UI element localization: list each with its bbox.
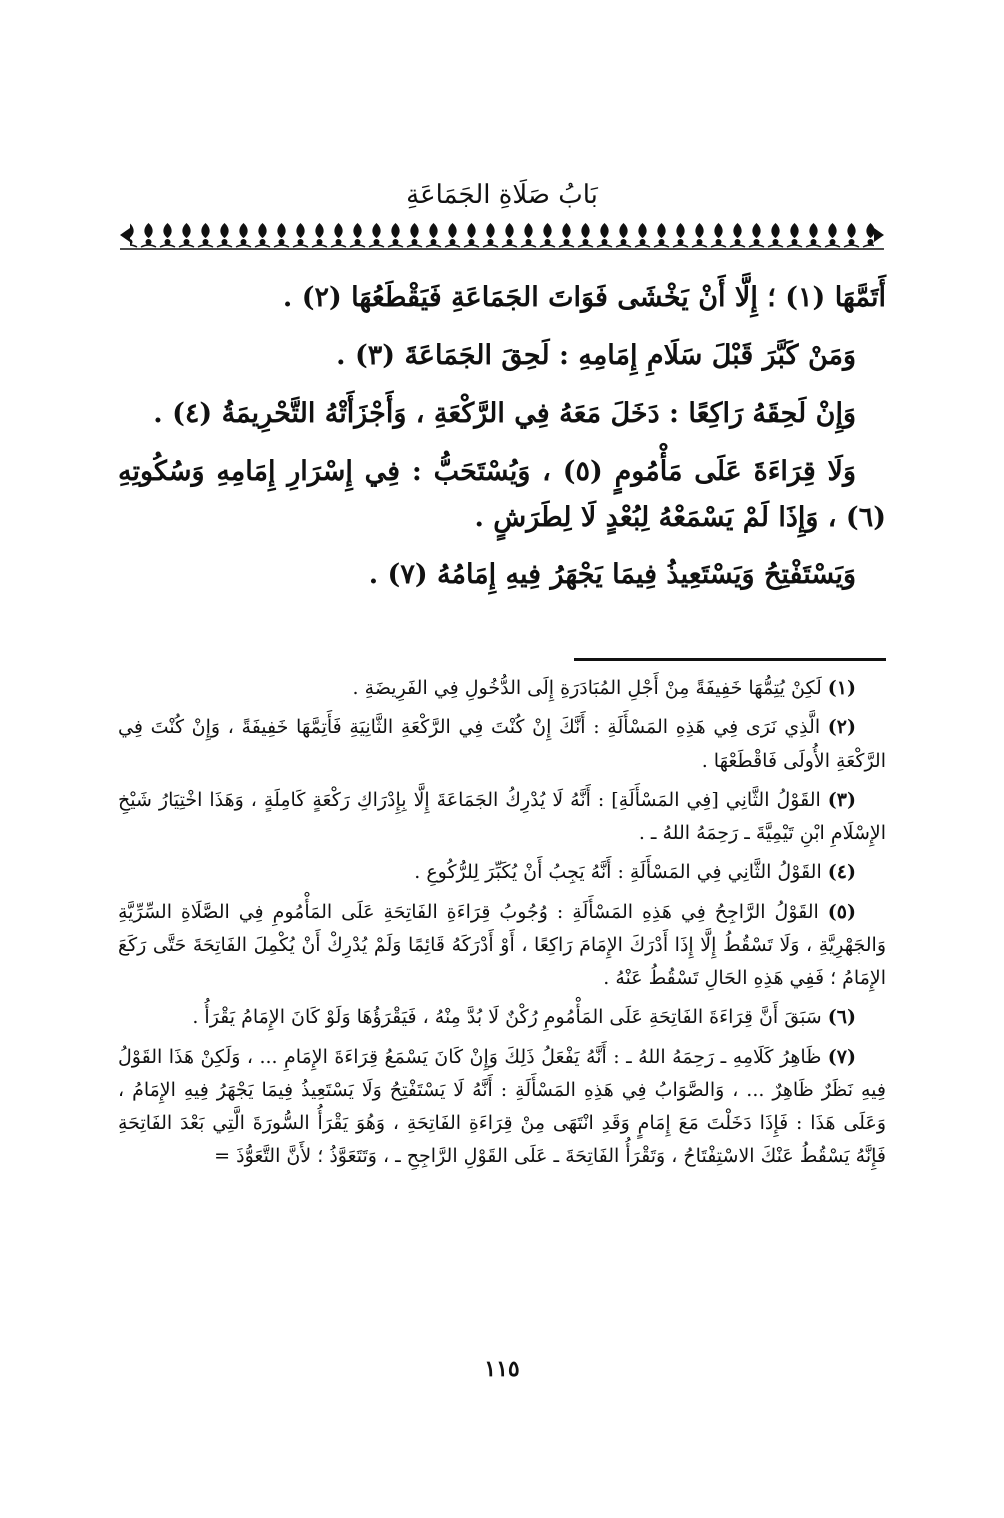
footnote-number: (٣) [827,788,857,811]
footnote-separator [574,658,886,661]
footnote [118,672,886,705]
page-number: ١١٥ [484,1356,520,1382]
footnote-text: القَوْلُ الثَّانِي [فِي المَسْأَلَةِ] : أَنَّهُ لَا يُدْرِكُ الجَمَاعَةَ إِلَّا بِإِدْرَاكِ رَكْعَةٍ كَامِلَةٍ ، وَهَذَا اخْتِيَارُ شَيْخِ الإِسْلَامِ ابْنِ تَيْمِيَّةَ ـ رَحِمَهُ اللهُ ـ . [118,788,886,844]
footnote-text: الَّذِي نَرَى فِي هَذِهِ المَسْأَلَةِ : أَنَّكَ إِنْ كُنْتَ فِي الرَّكْعَةِ الثَّانِيَةِ فَأَتِمَّهَا خَفِيفَةً ، وَإِنْ كُنْتَ فِي الرَّكْعَةِ الأُولَى فَاقْطَعْهَا . [118,716,886,772]
footnote-text: القَوْلُ الثَّانِي فِي المَسْأَلَةِ : أَنَّهُ يَجِبُ أَنْ يُكَبِّرَ لِلرُّكُوعِ . [414,861,822,884]
chapter-title: بَابُ صَلَاةِ الجَمَاعَةِ [406,180,598,210]
footnote [118,896,886,996]
footnote [118,856,886,889]
footnote-number: (١) [827,677,856,699]
footnote-text: سَبَقَ أَنَّ قِرَاءَةَ الفَاتِحَةِ عَلَى المَأْمُومِ رُكْنٌ لَا بُدَّ مِنْهُ ، فَيَقْرَؤُهَا وَلَوْ كَانَ الإِمَامُ يَقْرَأُ . [192,1006,822,1029]
ornamental-border [120,220,884,250]
footnote-number: (٥) [827,900,856,923]
main-paragraph: وَمَنْ كَبَّرَ قَبْلَ سَلَامِ إِمَامِهِ : لَحِقَ الجَمَاعَةَ (٣) . [336,339,856,371]
footnote [118,1001,886,1034]
main-text [118,275,886,610]
footnote [118,711,886,778]
footnote-text: القَوْلُ الرَّاجِحُ فِي هَذِهِ المَسْأَلَةِ : وُجُوبُ قِرَاءَةِ الفَاتِحَةِ عَلَى المَأْمُومِ فِي الصَّلَاةِ السِّرِّيَّةِ وَالجَهْرِيَّةِ ، وَلَا تَسْقُطُ إِلَّا إِذَا أَدْرَكَ الإِمَامَ رَاكِعًا ، أَوْ أَدْرَكَهُ قَائِمًا وَلَمْ يُدْرِكْ أَنْ يُكْمِلَ الفَاتِحَةَ حَتَّى رَكَعَ الإِمَامُ ؛ فَفِي هَذِهِ الحَالِ تَسْقُطُ عَنْهُ . [118,900,886,989]
footnote-number: (٤) [827,861,856,884]
main-paragraph: وَلَا قِرَاءَةَ عَلَى مَأْمُومٍ (٥) ، وَيُسْتَحَبُّ : فِي إِسْرَارِ إِمَامِهِ وَسُكُوتِهِ (٦) ، وَإِذَا لَمْ يَسْمَعْهُ لِبُعْدٍ لَا لِطَرَشٍ . [118,455,886,533]
footnote-text: لَكِنْ يُتِمُّهَا خَفِيفَةً مِنْ أَجْلِ المُبَادَرَةِ إِلَى الدُّخُولِ فِي الفَرِيضَةِ . [352,677,822,699]
main-paragraph: أَتَمَّهَا (١) ؛ إِلَّا أَنْ يَخْشَى فَوَاتَ الجَمَاعَةِ فَيَقْطَعُهَا (٢) . [282,282,886,313]
footnote-number: (٢) [827,716,856,739]
footnote-number: (٧) [827,1045,857,1068]
main-paragraph: وَإِنْ لَحِقَهُ رَاكِعًا : دَخَلَ مَعَهُ فِي الرَّكْعَةِ ، وَأَجْزَأَتْهُ التَّحْرِيمَةُ (٤) . [153,397,856,429]
footnote [118,784,886,851]
footnote-text: ظَاهِرُ كَلَامِهِ ـ رَحِمَهُ اللهُ ـ : أَنَّهُ يَفْعَلُ ذَلِكَ وَإِنْ كَانَ يَسْمَعُ قِرَاءَةَ الإِمَامِ ... ، وَلَكِنْ هَذَا القَوْلُ فِيهِ نَظَرٌ ظَاهِرٌ ... ، وَالصَّوَابُ فِي هَذِهِ المَسْأَلَةِ : أَنَّهُ لَا يَسْتَفْتِحُ وَلَا يَسْتَعِيذُ فِيمَا يَجْهَرُ فِيهِ الإِمَامُ ، وَعَلَى هَذَا : فَإِذَا دَخَلْتَ مَعَ إِمَامٍ وَقَدِ انْتَهَى مِنْ قِرَاءَةِ الفَاتِحَةِ ، وَهُوَ يَقْرَأُ السُّورَةَ الَّتِي بَعْدَ الفَاتِحَةِ فَإِنَّهُ يَسْقُطُ عَنْكَ الاسْتِفْتَاحُ ، وَتَقْرَأُ الفَاتِحَةَ ـ عَلَى القَوْلِ الرَّاجِحِ ـ ، وَتَتَعَوَّذُ ؛ لأَنَّ التَّعَوُّذَ = [118,1045,886,1168]
footnotes [118,672,886,1180]
footnote [118,1041,886,1174]
footnote-number: (٦) [827,1006,856,1029]
main-paragraph: وَيَسْتَفْتِحُ وَيَسْتَعِيذُ فِيمَا يَجْهَرُ فِيهِ إِمَامُهُ (٧) . [368,559,856,591]
